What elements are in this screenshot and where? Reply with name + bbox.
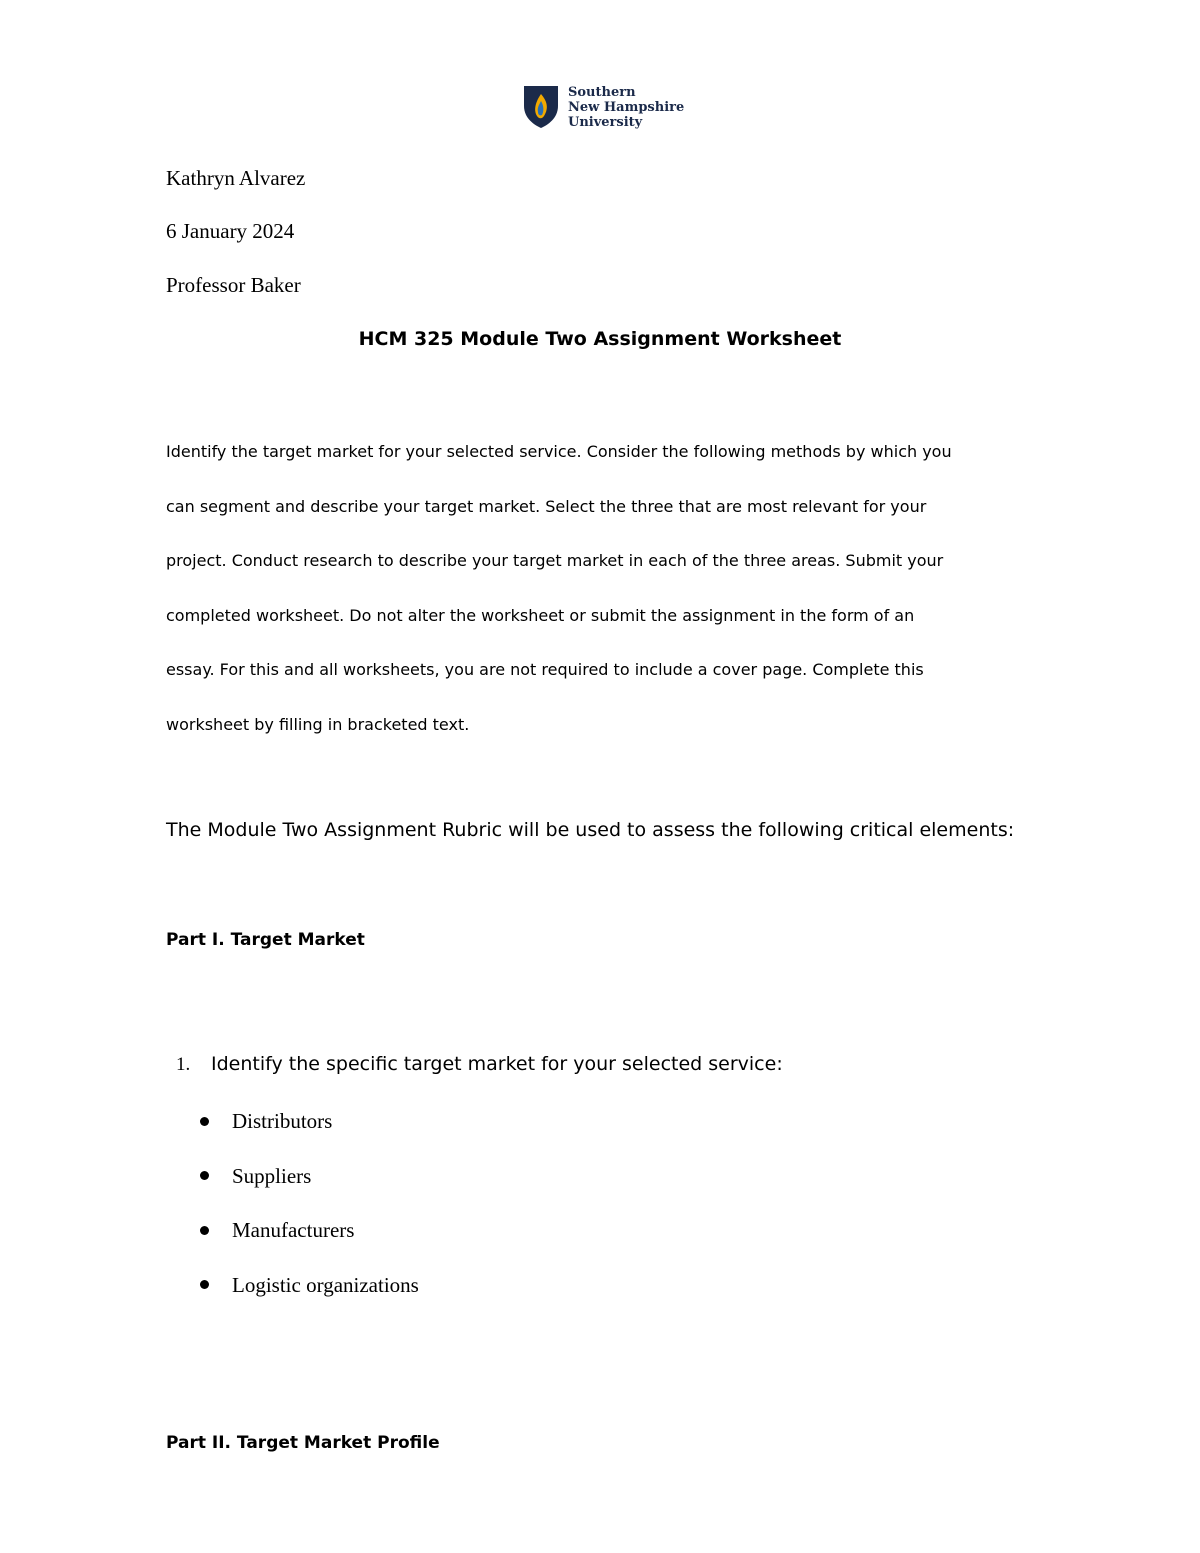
instructions-line: essay. For this and all worksheets, you are not required to include a cover page. Complete this: [166, 660, 924, 680]
list-item: [200, 1162, 419, 1217]
logo-line-1: Southern: [568, 84, 636, 100]
bullet-icon: [200, 1117, 209, 1126]
shield-flame-icon: [522, 84, 560, 130]
university-logo: [522, 84, 684, 130]
question-one: [176, 1053, 783, 1076]
bullet-icon: [200, 1280, 209, 1289]
document-title: HCM 325 Module Two Assignment Worksheet: [358, 328, 842, 350]
instructions-paragraph: [166, 440, 1046, 768]
question-text: Identify the specific target market for your selected service:: [211, 1053, 783, 1075]
part-one-heading: Part I. Target Market: [166, 930, 365, 950]
logo-wordmark: [568, 85, 684, 130]
target-market-list: [200, 1107, 419, 1325]
list-item-label: Logistic organizations: [232, 1272, 419, 1297]
instructions-line: Identify the target market for your selected service. Consider the following methods by which you: [166, 442, 952, 461]
logo-line-2: New Hampshire: [568, 99, 685, 115]
list-item-label: Suppliers: [232, 1163, 312, 1188]
list-item: [200, 1216, 419, 1271]
student-name: Kathryn Alvarez: [166, 166, 306, 190]
question-number: 1.: [176, 1054, 191, 1075]
instructions-line: project. Conduct research to describe your target market in each of the three areas. Submit your: [166, 551, 944, 571]
bullet-icon: [200, 1171, 209, 1180]
list-item-label: Distributors: [232, 1109, 333, 1133]
list-item: [200, 1107, 419, 1162]
submission-date: 6 January 2024: [166, 219, 295, 243]
list-item-label: Manufacturers: [232, 1218, 355, 1242]
instructions-line: completed worksheet. Do not alter the worksheet or submit the assignment in the form of an: [166, 605, 915, 625]
bullet-icon: [200, 1226, 209, 1235]
rubric-intro: The Module Two Assignment Rubric will be used to assess the following critical elements:: [166, 819, 1015, 841]
professor-name: Professor Baker: [166, 273, 301, 297]
instructions-line: can segment and describe your target market. Select the three that are most relevant for your: [166, 496, 927, 516]
instructions-line: worksheet by filling in bracketed text.: [166, 714, 470, 734]
part-two-heading: Part II. Target Market Profile: [166, 1433, 440, 1453]
list-item: [200, 1271, 419, 1326]
logo-line-3: University: [568, 114, 643, 130]
